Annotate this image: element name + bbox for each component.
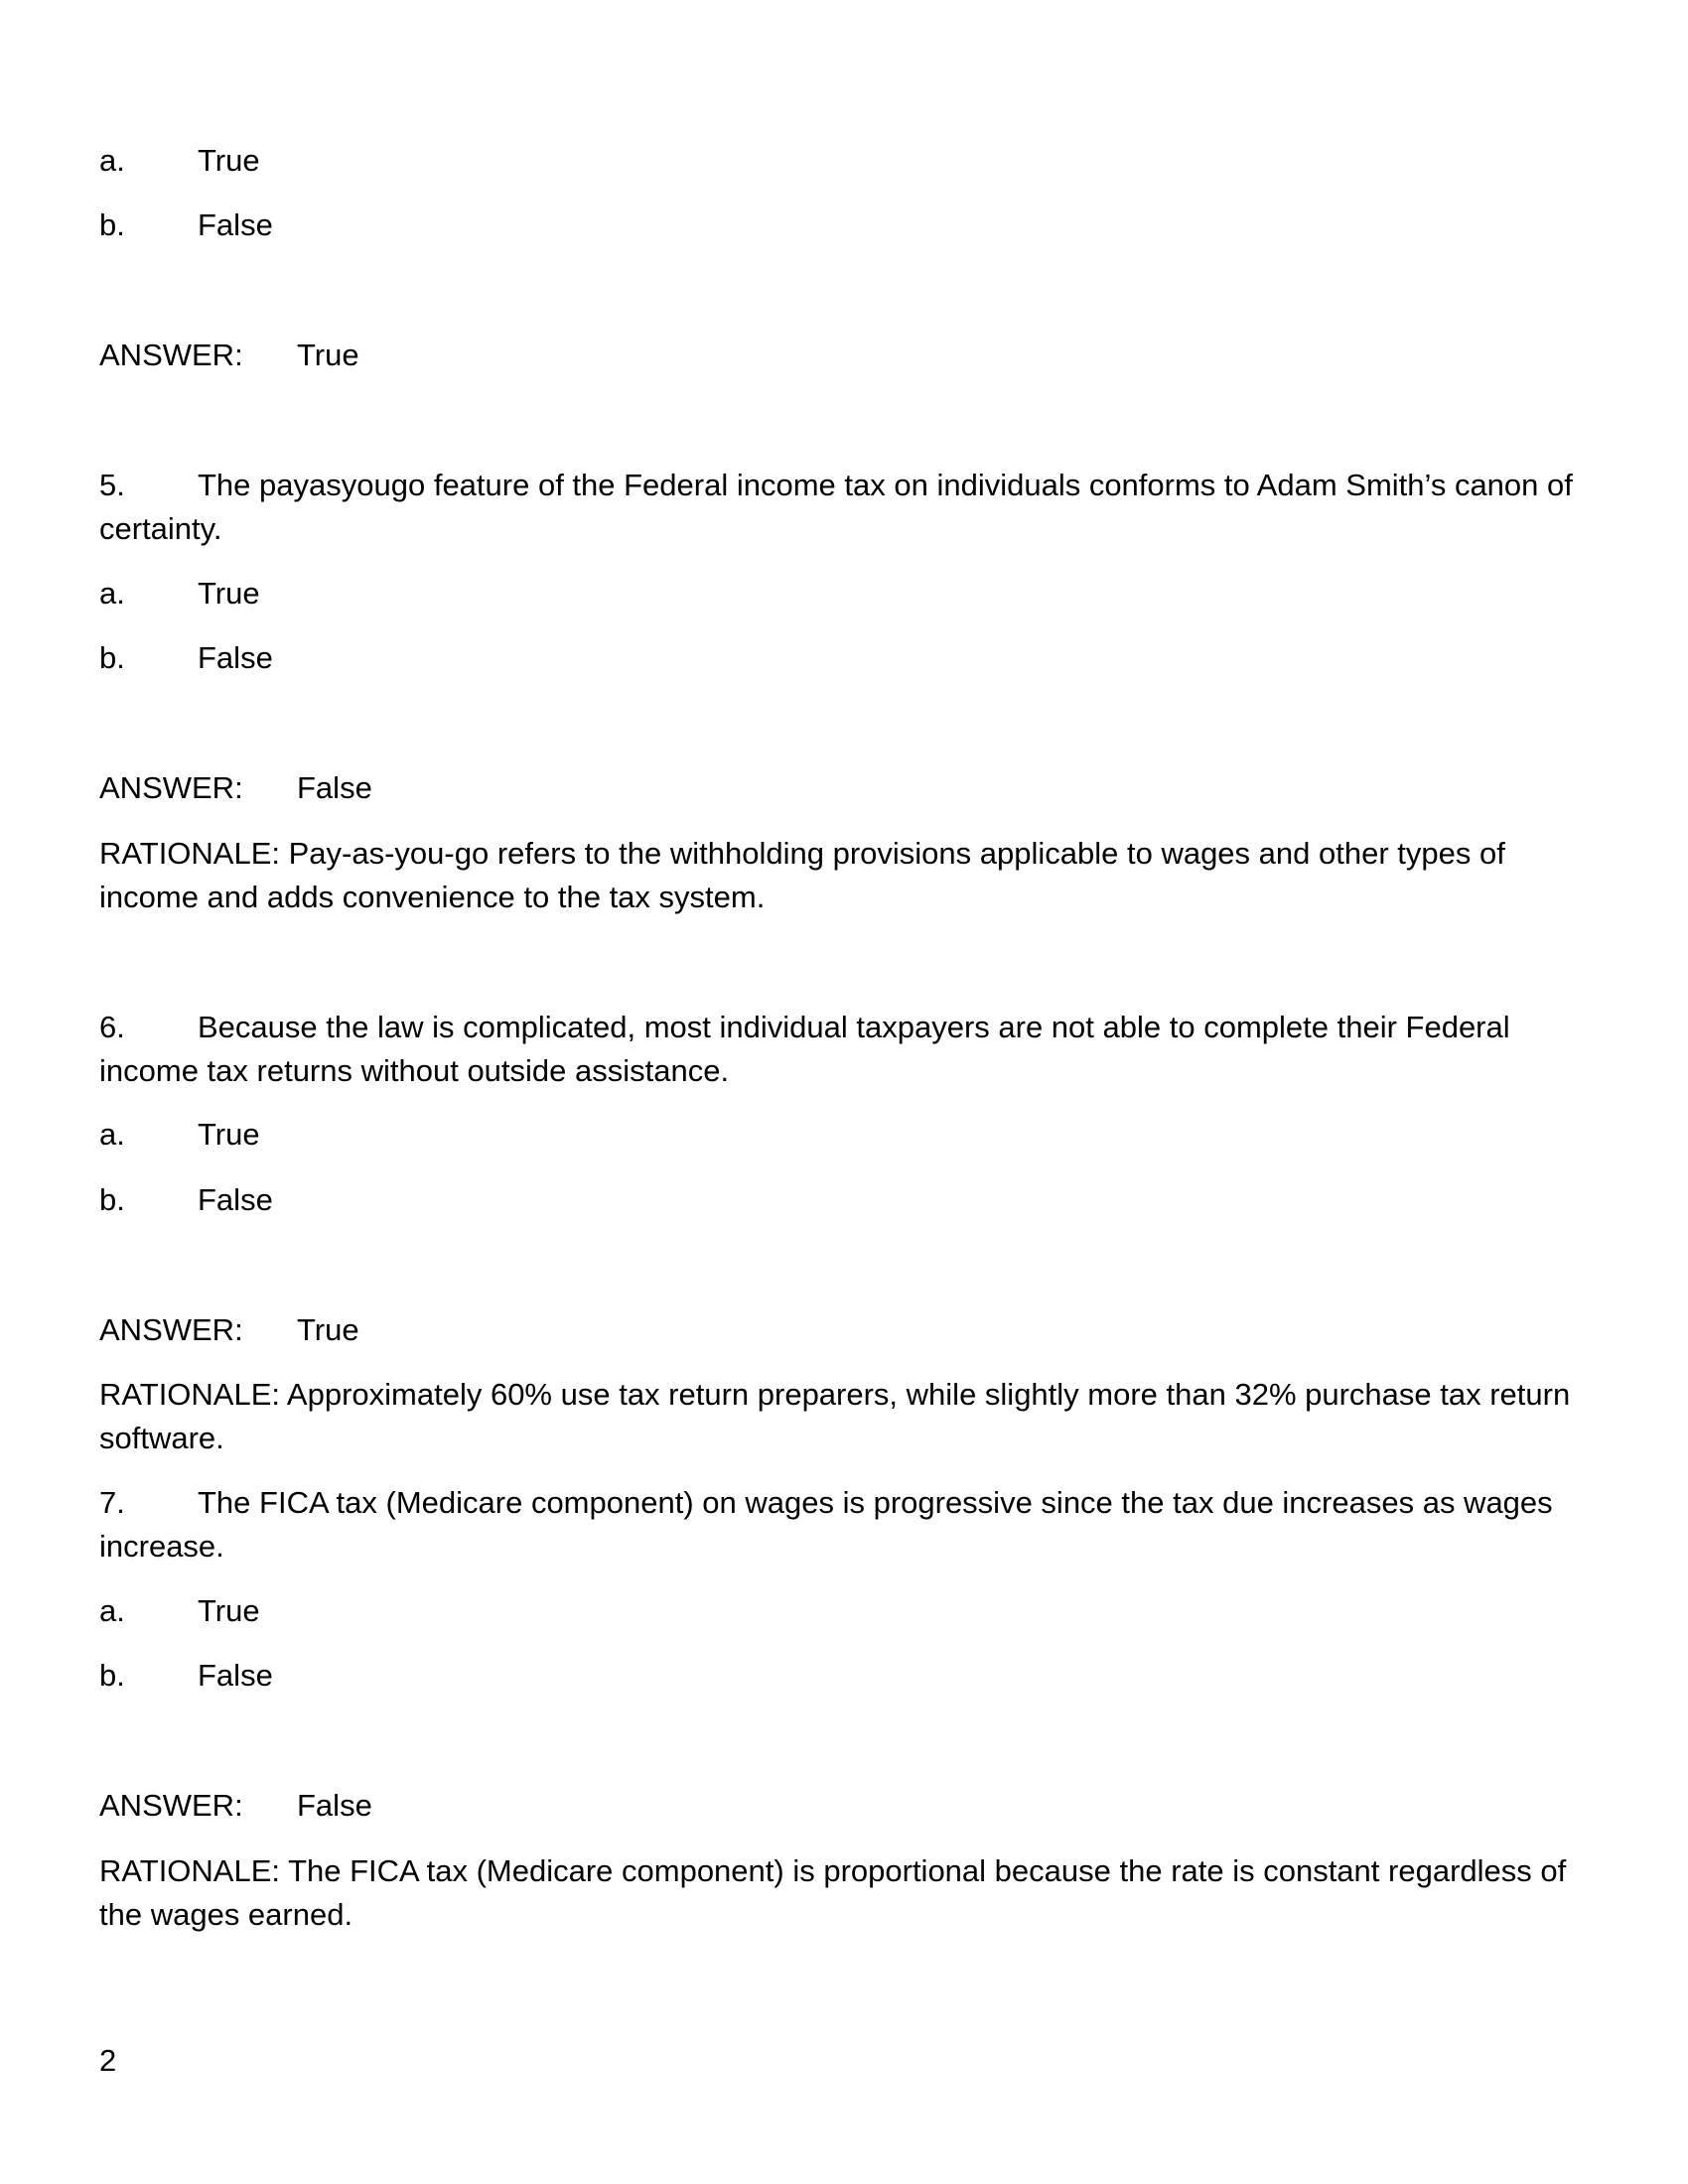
answer-line: ANSWER: True [99,338,359,372]
rationale: RATIONALE: Approximately 60% use tax return preparers, while slightly more than 32% purchase tax return software. [99,1377,1571,1455]
question-7: 7. The FICA tax (Medicare component) on wages is progressive since the tax due increases as wages increase. [99,1485,1553,1564]
rationale: RATIONALE: The FICA tax (Medicare component) is proportional because the rate is constant regardless of the wages earned. [99,1853,1567,1932]
option-b: b. False [99,207,273,242]
option-b: b. False [99,1658,273,1693]
answer-line: ANSWER: False [99,770,372,805]
answer-line: ANSWER: True [99,1312,359,1347]
option-a: a. True [99,576,260,611]
option-a: a. True [99,143,260,178]
rationale: RATIONALE: Pay-as-you-go refers to the withholding provisions applicable to wages and other types of income and adds convenience to the tax system. [99,836,1505,914]
option-a: a. True [99,1593,260,1628]
option-b: b. False [99,1182,273,1217]
option-b: b. False [99,640,273,675]
question-5: 5. The payasyougo feature of the Federal income tax on individuals conforms to Adam Smith’s canon of certainty. [99,468,1573,546]
option-a: a. True [99,1117,260,1152]
answer-line: ANSWER: False [99,1788,372,1823]
question-6: 6. Because the law is complicated, most individual taxpayers are not able to complete their Federal income tax returns without outside assistance. [99,1010,1510,1088]
page-number: 2 [99,2043,117,2078]
